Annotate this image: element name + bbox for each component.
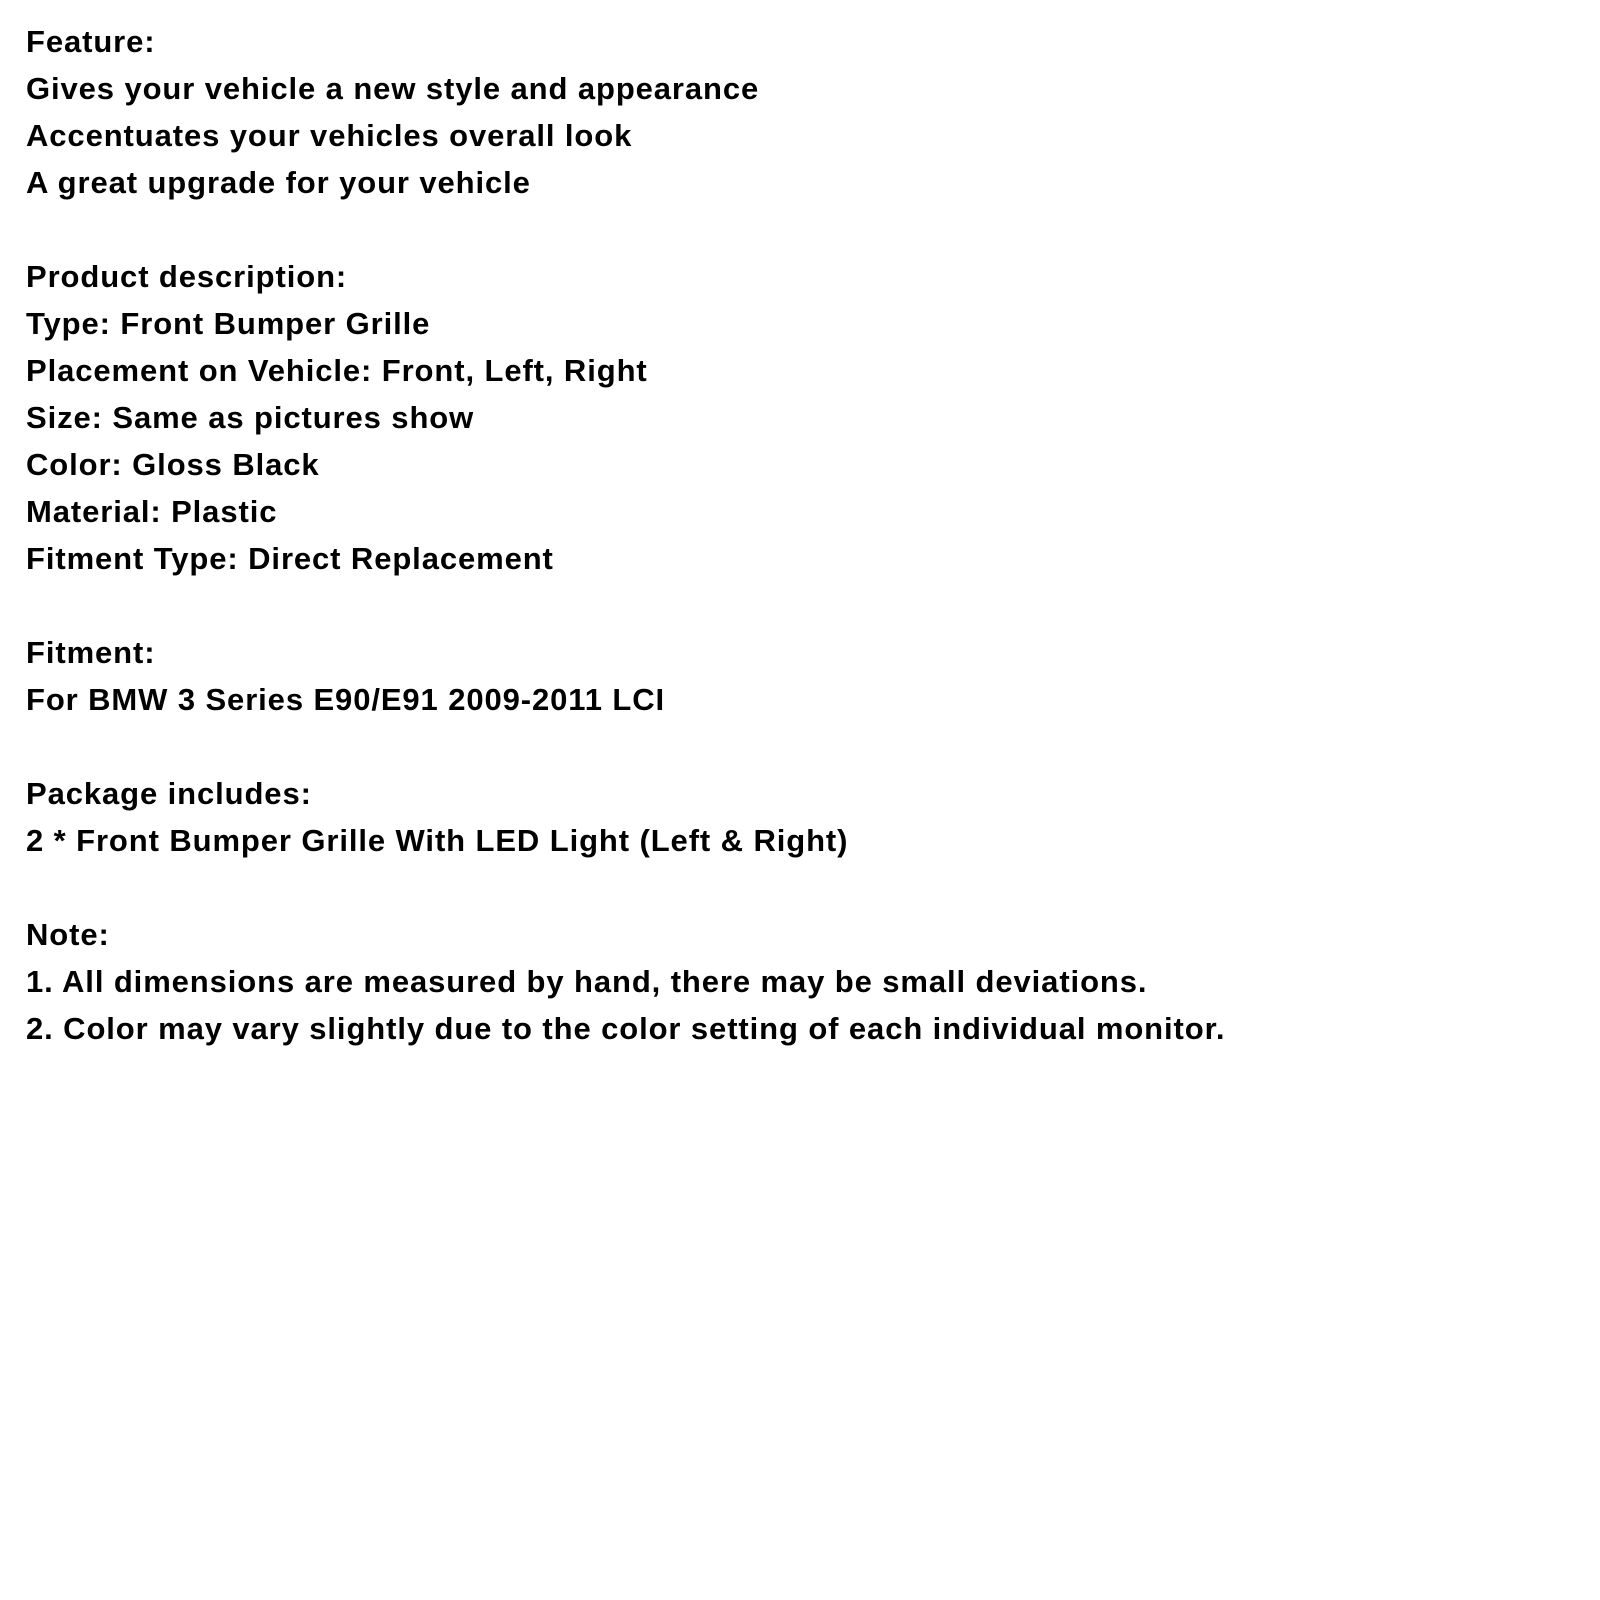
note-heading: Note:: [26, 917, 110, 952]
spec-material: Material: Plastic: [26, 494, 278, 529]
product-description-heading: Product description:: [26, 259, 348, 294]
feature-heading: Feature:: [26, 24, 156, 59]
spec-size: Size: Same as pictures show: [26, 400, 475, 435]
package-heading: Package includes:: [26, 776, 312, 811]
note-item: 2. Color may vary slightly due to the color setting of each individual monitor.: [26, 1011, 1226, 1046]
fitment-vehicle: For BMW 3 Series E90/E91 2009-2011 LCI: [26, 682, 666, 717]
spec-fitment-type: Fitment Type: Direct Replacement: [26, 541, 554, 576]
package-section: [26, 770, 1566, 864]
fitment-heading: Fitment:: [26, 635, 156, 670]
feature-line: Gives your vehicle a new style and appearance: [26, 71, 760, 106]
product-description-document: [26, 18, 1566, 1099]
spec-color: Color: Gloss Black: [26, 447, 320, 482]
feature-line: A great upgrade for your vehicle: [26, 165, 531, 200]
spec-placement: Placement on Vehicle: Front, Left, Right: [26, 353, 648, 388]
fitment-section: [26, 629, 1566, 723]
note-item: 1. All dimensions are measured by hand, there may be small deviations.: [26, 964, 1148, 999]
spec-type: Type: Front Bumper Grille: [26, 306, 431, 341]
feature-line: Accentuates your vehicles overall look: [26, 118, 633, 153]
note-section: [26, 911, 1566, 1052]
product-description-section: [26, 253, 1566, 582]
feature-section: [26, 18, 1566, 206]
package-item: 2 * Front Bumper Grille With LED Light (Left & Right): [26, 823, 849, 858]
